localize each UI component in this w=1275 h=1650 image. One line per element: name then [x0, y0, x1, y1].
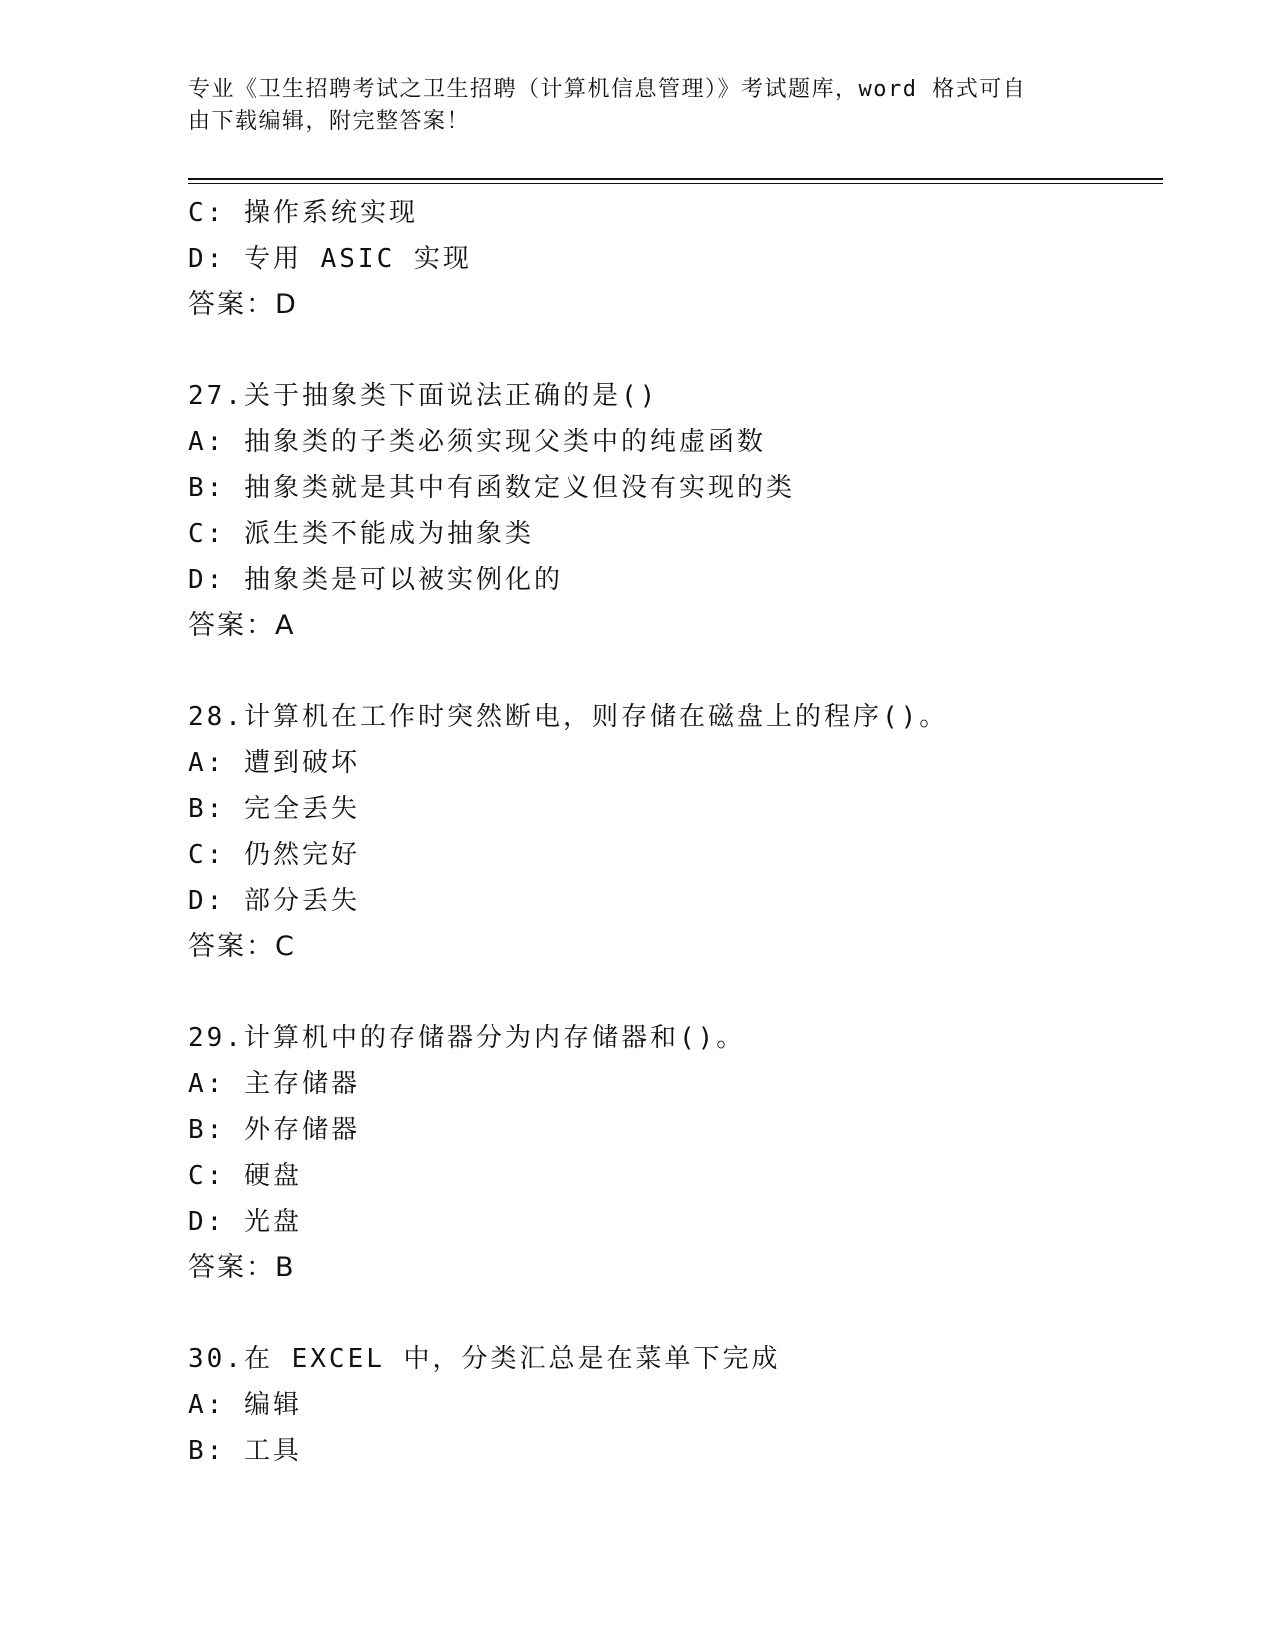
option-a: A: 主存储器 — [188, 1069, 360, 1099]
header-divider-thin — [188, 183, 1163, 184]
option-b: B: 完全丢失 — [188, 794, 360, 824]
question-block-partial — [188, 190, 1163, 328]
option-b: B: 外存储器 — [188, 1115, 360, 1145]
header-divider-thick — [188, 178, 1163, 180]
document-header — [188, 74, 1068, 138]
option-c: C: 操作系统实现 — [188, 198, 418, 228]
option-d: D: 抽象类是可以被实例化的 — [188, 565, 563, 595]
option-d: D: 部分丢失 — [188, 886, 360, 916]
question-list — [188, 190, 1163, 1474]
answer-line: 答案：D — [188, 289, 298, 320]
question-block-29 — [188, 1015, 1163, 1291]
header-line-2: 由下载编辑，附完整答案！ — [188, 109, 471, 134]
question-stem: 28.计算机在工作时突然断电，则存储在磁盘上的程序()。 — [188, 702, 949, 732]
header-line-1: 专业《卫生招聘考试之卫生招聘（计算机信息管理）》考试题库，word 格式可自 — [188, 77, 1027, 102]
option-c: C: 派生类不能成为抽象类 — [188, 519, 534, 549]
question-block-28 — [188, 694, 1163, 970]
option-d: D: 光盘 — [188, 1207, 302, 1237]
answer-line: 答案：B — [188, 1252, 296, 1283]
option-b: B: 工具 — [188, 1436, 302, 1466]
question-stem: 27.关于抽象类下面说法正确的是() — [188, 381, 659, 411]
answer-line: 答案：C — [188, 931, 296, 962]
question-stem: 30.在 EXCEL 中，分类汇总是在菜单下完成 — [188, 1344, 781, 1374]
option-c: C: 仍然完好 — [188, 840, 360, 870]
option-a: A: 抽象类的子类必须实现父类中的纯虚函数 — [188, 427, 766, 457]
option-b: B: 抽象类就是其中有函数定义但没有实现的类 — [188, 473, 795, 503]
answer-line: 答案：A — [188, 610, 296, 641]
question-stem: 29.计算机中的存储器分为内存储器和()。 — [188, 1023, 746, 1053]
option-a: A: 遭到破坏 — [188, 748, 360, 778]
question-block-27 — [188, 373, 1163, 649]
question-block-30 — [188, 1336, 1163, 1474]
option-a: A: 编辑 — [188, 1390, 302, 1420]
option-d: D: 专用 ASIC 实现 — [188, 244, 472, 274]
option-c: C: 硬盘 — [188, 1161, 302, 1191]
